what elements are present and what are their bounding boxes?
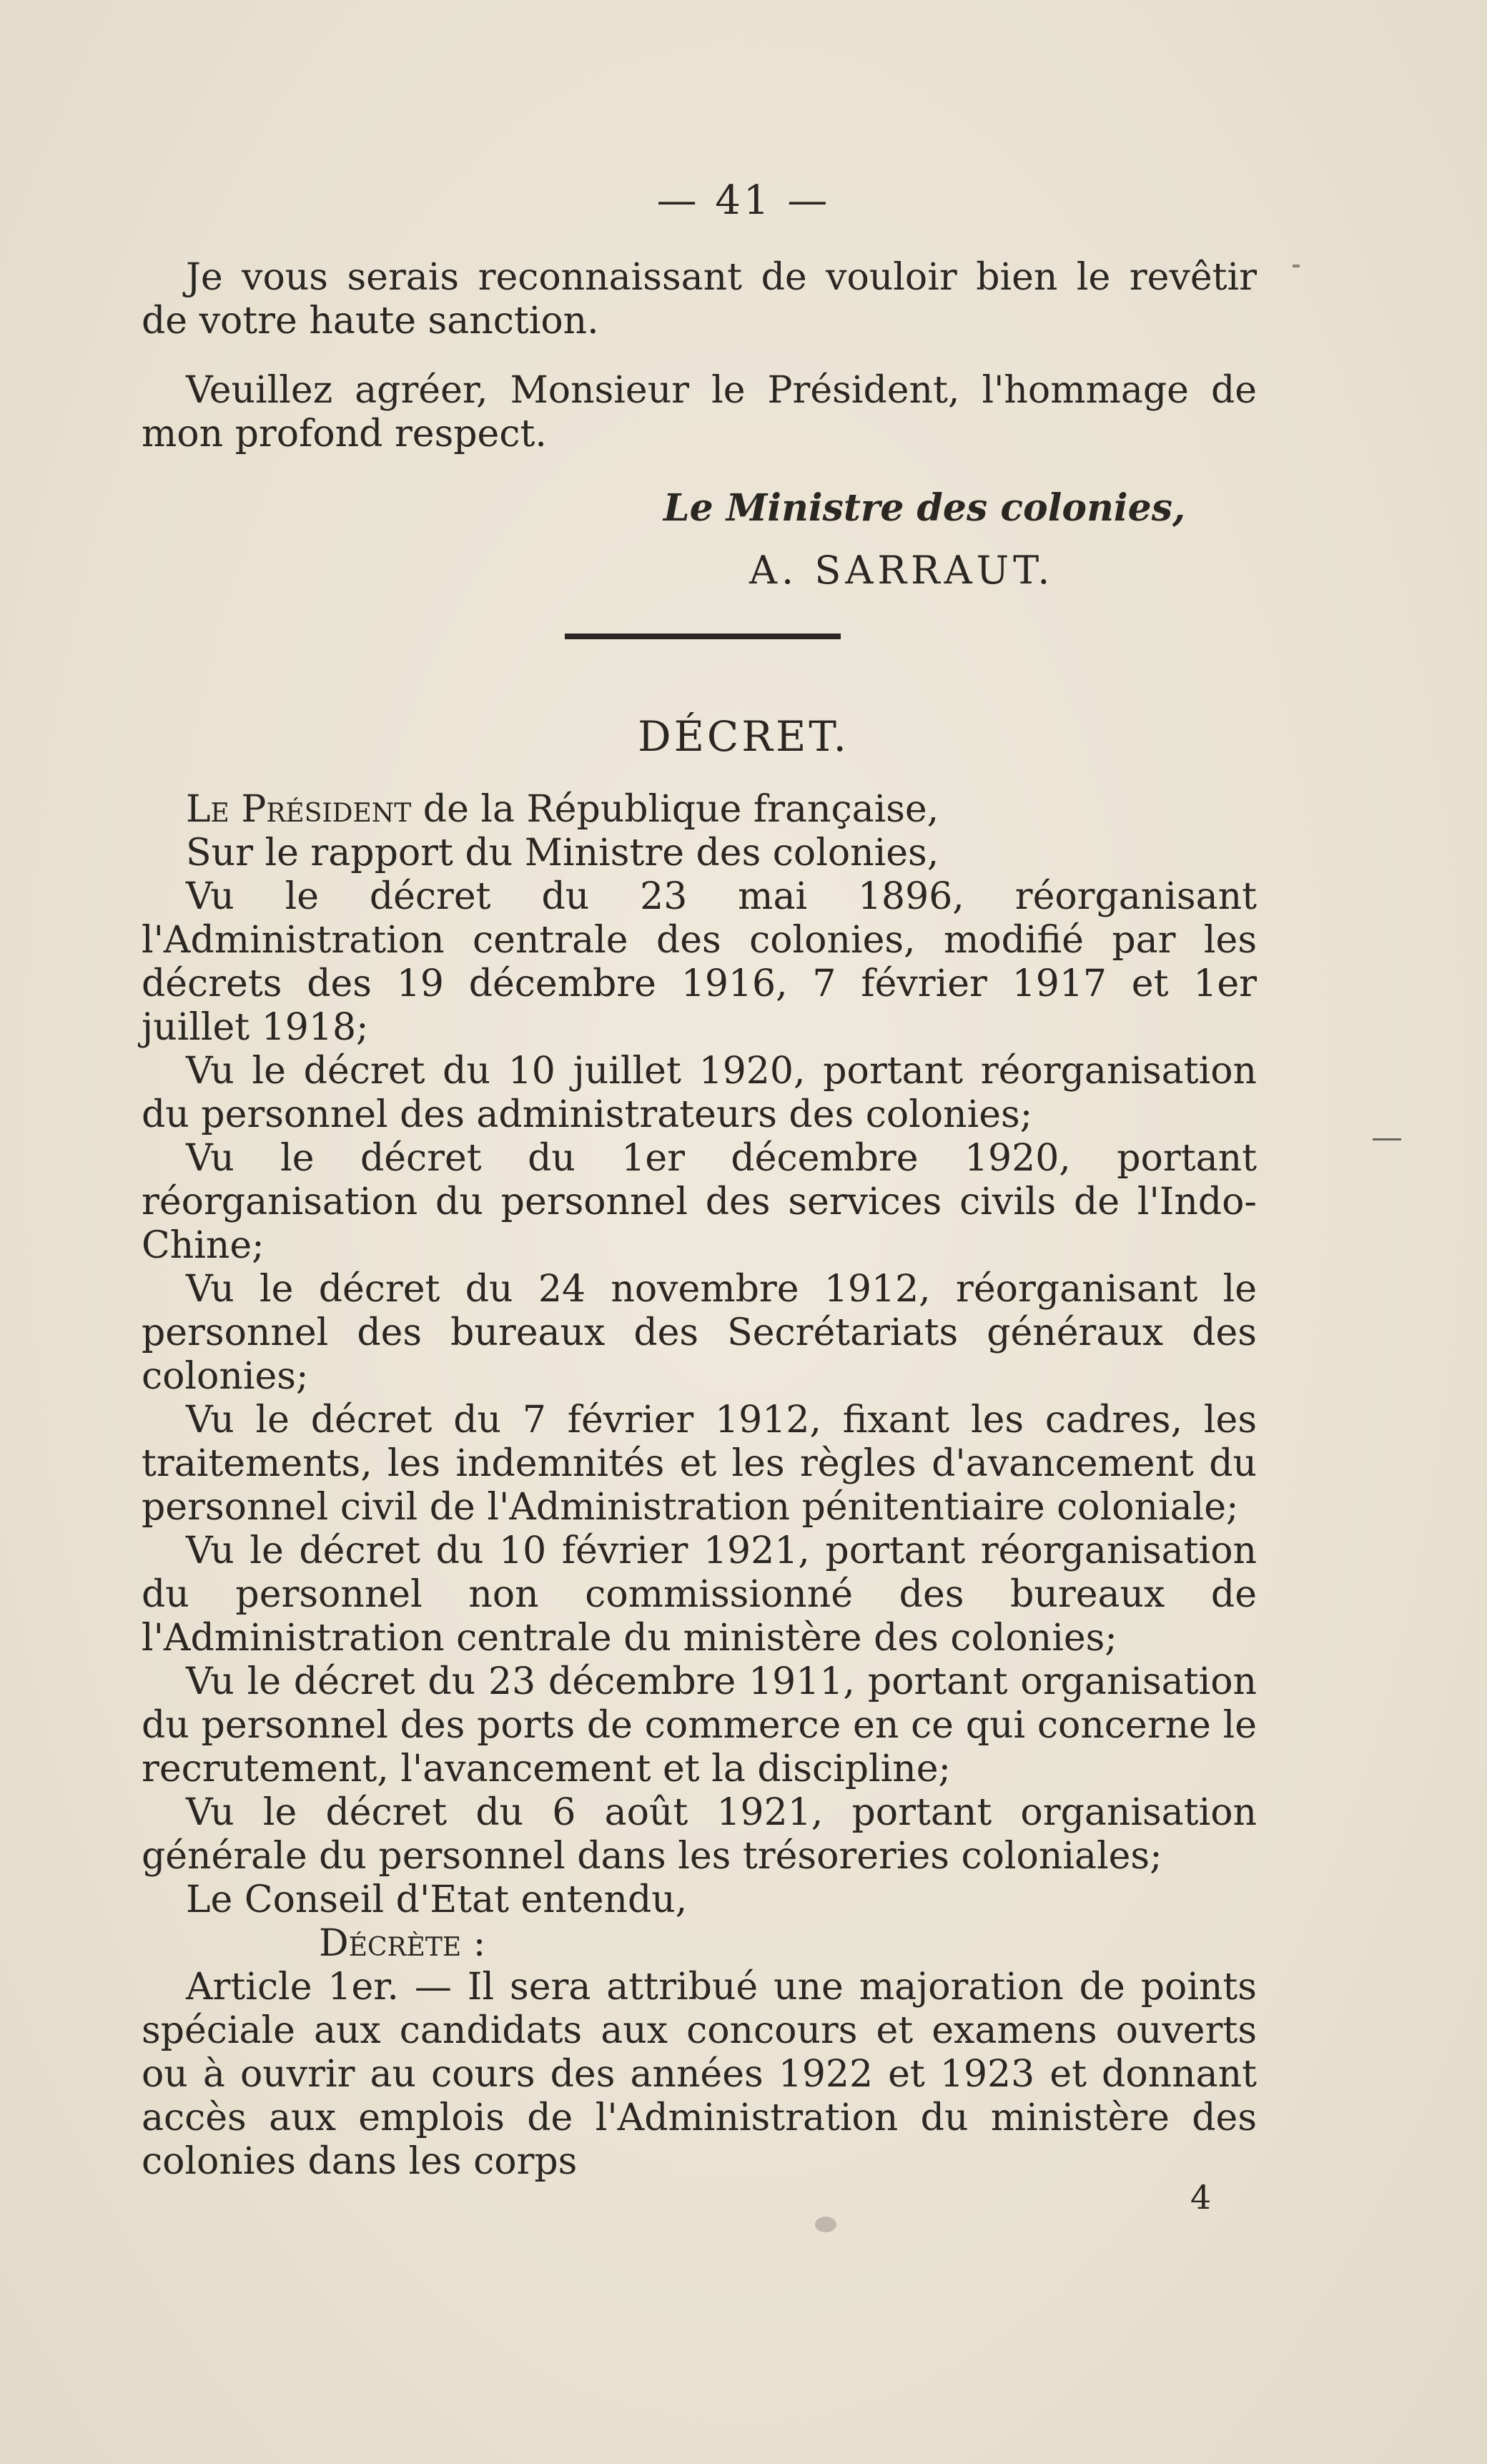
decree-paragraph: Vu le décret du 1er décembre 1920, portant réorganisation du personnel des services civils de l'Indo-Chine; (142, 1137, 1257, 1267)
decree-paragraph: Vu le décret du 7 février 1912, fixant les cadres, les traitements, les indemnités et les règles d'avancement du personnel civil de l'Administration pénitentiaire coloniale; (142, 1399, 1257, 1529)
margin-speck (1293, 265, 1300, 267)
article-paragraph: Article 1er. — Il sera attribué une majoration de points spéciale aux candidats aux concours et examens ouverts ou à ouvrir au cours des années 1922 et 1923 et donnant accès aux emplois de l'Administration du ministère des colonies dans les corps (142, 1966, 1257, 2183)
decrete-label: Décrète : (319, 1922, 486, 1965)
president-smallcaps: Le Président (186, 788, 412, 831)
signature-mark: 4 (1190, 2178, 1212, 2217)
decree-heading: DÉCRET. (638, 712, 849, 761)
decree-body (142, 788, 1257, 2184)
decree-preamble (142, 788, 1257, 832)
decree-paragraph: Vu le décret du 23 mai 1896, réorganisant l'Administration centrale des colonies, modifié par les décrets des 19 décembre 1916, 7 février 1917 et 1er juillet 1918; (142, 875, 1257, 1049)
page-number: — 41 — (656, 177, 831, 224)
intro-paragraph: Je vous serais reconnaissant de vouloir bien le revêtir de votre haute sanction. (142, 256, 1257, 343)
signature-title: Le Ministre des colonies, (663, 486, 1186, 530)
decree-paragraph: Vu le décret du 10 juillet 1920, portant réorganisation du personnel des administrateurs des colonies; (142, 1050, 1257, 1136)
decree-paragraph: Le Conseil d'Etat entendu, (186, 1878, 688, 1921)
decree-paragraph: Vu le décret du 24 novembre 1912, réorganisant le personnel des bureaux des Secrétariats généraux des colonies; (142, 1268, 1257, 1398)
decree-paragraph: Vu le décret du 23 décembre 1911, portant organisation du personnel des ports de commerce en ce qui concerne le recrutement, l'avancement et la discipline; (142, 1660, 1257, 1790)
decree-paragraph: Vu le décret du 10 février 1921, portant réorganisation du personnel non commissionné des bureaux de l'Administration centrale du ministère des colonies; (142, 1529, 1257, 1660)
president-rest: de la République française, (411, 788, 939, 831)
ink-blot (815, 2217, 836, 2232)
margin-mark (1373, 1138, 1401, 1140)
section-divider (565, 634, 841, 639)
intro-paragraph: Veuillez agréer, Monsieur le Président, l'hommage de mon profond respect. (142, 369, 1257, 455)
decree-paragraph: Sur le rapport du Ministre des colonies, (186, 832, 939, 874)
signature-name: A. SARRAUT. (749, 548, 1054, 593)
decree-paragraph: Vu le décret du 6 août 1921, portant organisation générale du personnel dans les trésoreries coloniales; (142, 1791, 1257, 1878)
intro-block (142, 256, 1257, 482)
